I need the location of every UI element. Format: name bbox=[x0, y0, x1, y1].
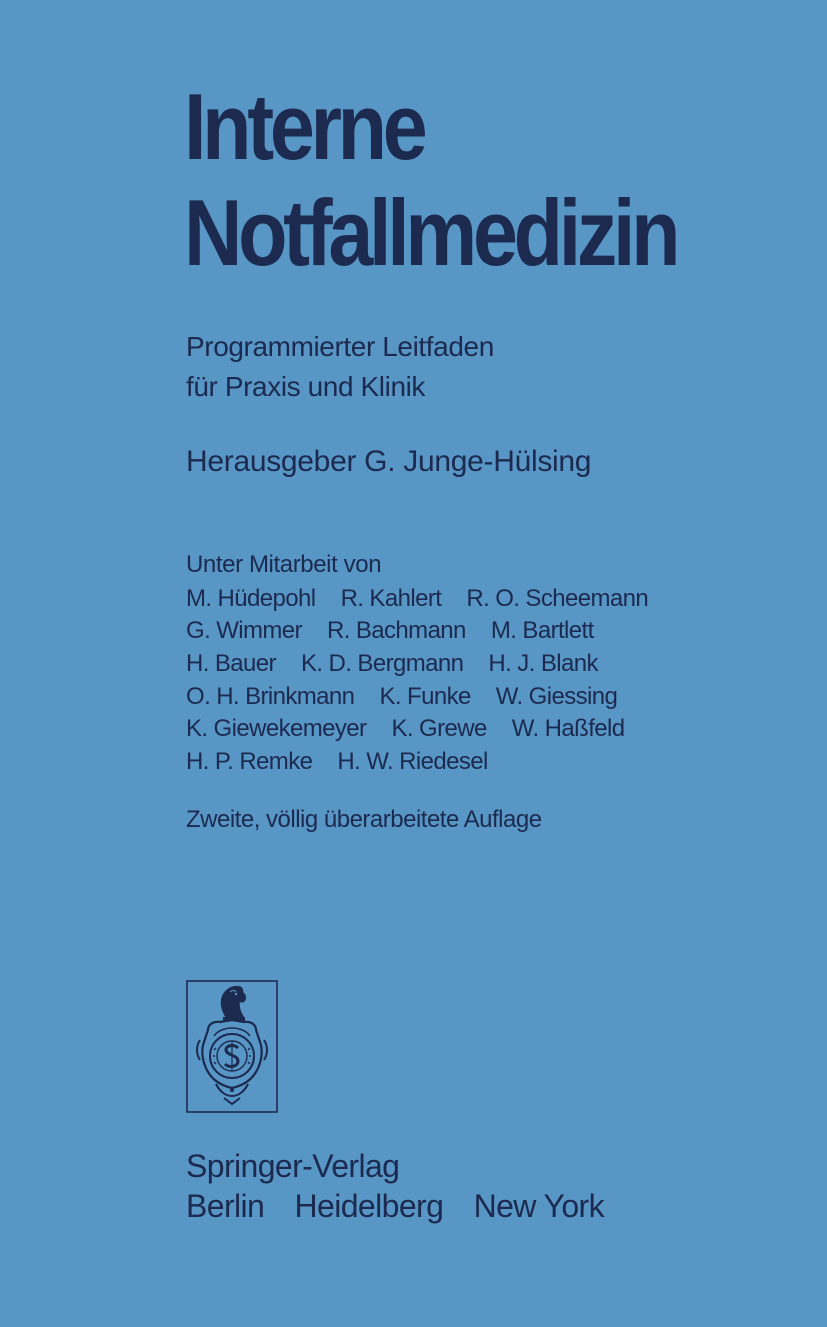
collaborator-name: M. Hüdepohl bbox=[186, 585, 316, 612]
book-title-line-1: Interne bbox=[184, 74, 424, 179]
collaborator-name: W. Giessing bbox=[495, 683, 618, 710]
collaborator-name: H. Bauer bbox=[186, 650, 276, 677]
collaborator-name: M. Bartlett bbox=[490, 617, 594, 644]
collaborator-name: K. Funke bbox=[379, 683, 471, 710]
subtitle-line-2: für Praxis und Klinik bbox=[186, 371, 426, 402]
collaborators-row bbox=[186, 717, 644, 741]
collaborator-name: R. O. Scheemann bbox=[466, 585, 649, 612]
collaborators-row bbox=[186, 587, 667, 611]
collaborators-row bbox=[186, 750, 507, 774]
collaborator-name: R. Bachmann bbox=[327, 617, 466, 644]
collaborator-name: O. H. Brinkmann bbox=[186, 683, 355, 710]
collaborator-name: W. Haßfeld bbox=[511, 715, 625, 742]
springer-knight-crest-icon bbox=[186, 980, 278, 1113]
subtitle-line-1: Programmierter Leitfaden bbox=[186, 331, 494, 362]
publisher-city: Berlin bbox=[186, 1188, 265, 1224]
collaborators-row bbox=[186, 685, 636, 709]
collaborator-name: H. W. Riedesel bbox=[337, 748, 488, 775]
collaborator-name: K. Grewe bbox=[391, 715, 487, 742]
editor-credit: Herausgeber G. Junge-Hülsing bbox=[186, 445, 592, 478]
collaborator-name: K. D. Bergmann bbox=[301, 650, 464, 677]
publisher-cities bbox=[186, 1190, 626, 1222]
collaborators-heading: Unter Mitarbeit von bbox=[186, 551, 382, 578]
collaborator-name: K. Giewekemeyer bbox=[186, 715, 367, 742]
edition-note: Zweite, völlig überarbeitete Auflage bbox=[186, 806, 542, 833]
collaborator-name: R. Kahlert bbox=[340, 585, 442, 612]
publisher-name: Springer-Verlag bbox=[186, 1148, 400, 1184]
collaborators-row bbox=[186, 619, 613, 643]
collaborator-name: G. Wimmer bbox=[186, 617, 302, 644]
collaborator-name: H. J. Blank bbox=[488, 650, 598, 677]
collaborator-name: H. P. Remke bbox=[186, 748, 313, 775]
book-title-line-2: Notfallmedizin bbox=[184, 180, 677, 285]
publisher-city: Heidelberg bbox=[294, 1188, 444, 1224]
collaborators-row bbox=[186, 652, 617, 676]
publisher-city: New York bbox=[473, 1188, 604, 1224]
